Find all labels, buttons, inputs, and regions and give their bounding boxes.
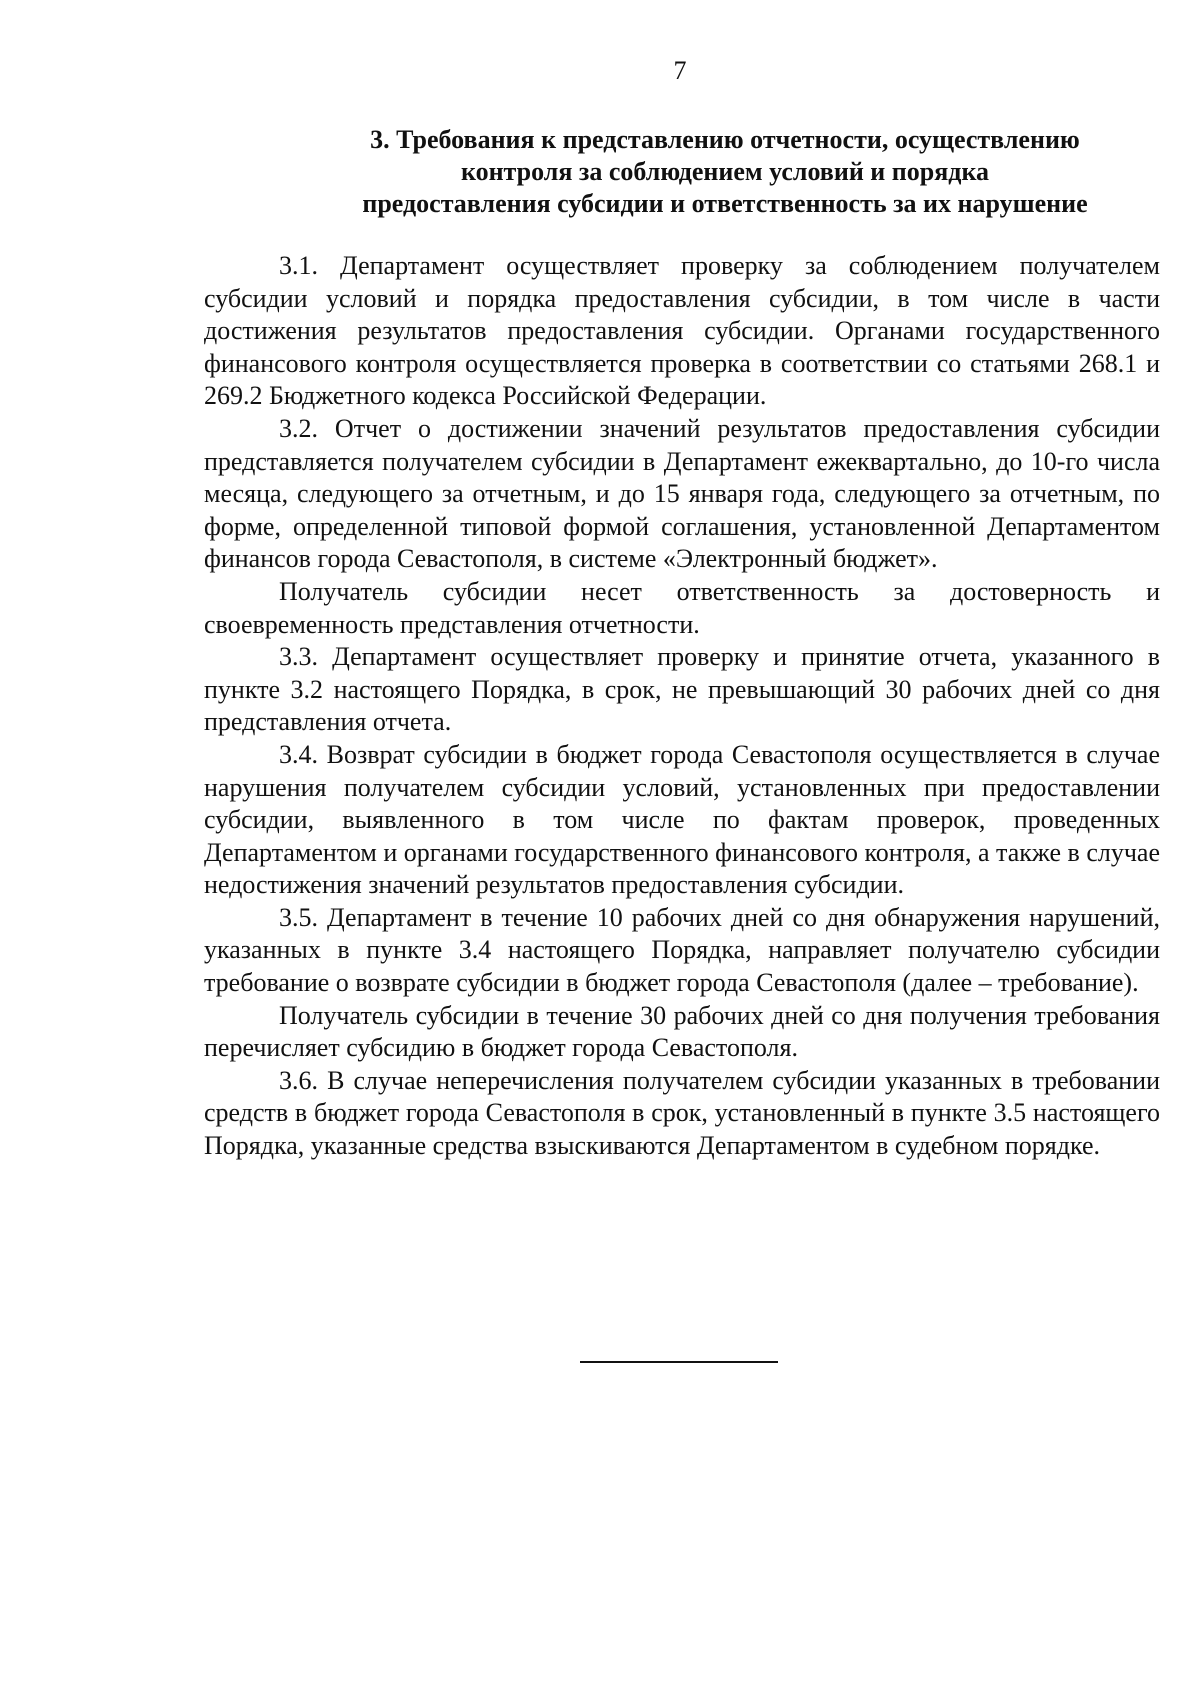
section-title-line: предоставления субсидии и ответственность за их нарушение <box>362 189 1088 218</box>
document-body <box>204 250 1160 1163</box>
paragraph-3-4: 3.4. Возврат субсидии в бюджет города Севастополя осуществляется в случае нарушения получателем субсидии условий, установленных при предоставлении субсидии, выявленного в том числе по фактам проверок, проведенных Департаментом и органами государственного финансового контроля, а также в случае недостижения значений результатов предоставления субсидии. <box>204 739 1160 900</box>
paragraph-3-5-repayment: Получатель субсидии в течение 30 рабочих дней со дня получения требования перечисляет субсидию в бюджет города Севастополя. <box>204 1000 1160 1063</box>
paragraph-3-6: 3.6. В случае неперечисления получателем субсидии указанных в требовании средств в бюджет города Севастополя в срок, установленный в пункте 3.5 настоящего Порядка, указанные средства взыскиваются Департаментом в судебном порядке. <box>204 1065 1160 1161</box>
end-divider <box>580 1361 778 1363</box>
section-title <box>200 124 1200 220</box>
paragraph-3-3: 3.3. Департамент осуществляет проверку и принятие отчета, указанного в пункте 3.2 настоящего Порядка, в срок, не превышающий 30 рабочих дней со дня представления отчета. <box>204 642 1160 737</box>
paragraph-3-1: 3.1. Департамент осуществляет проверку за соблюдением получателем субсидии условий и порядка предоставления субсидии, в том числе в части достижения результатов предоставления субсидии. Органами государственного финансового контроля осуществляется проверка в соответствии со статьями 268.1 и 269.2 Бюджетного кодекса Российской Федерации. <box>204 251 1160 411</box>
paragraph-3-2-responsibility: Получатель субсидии несет ответственность за достоверность и своевременность представления отчетности. <box>204 576 1160 639</box>
paragraph-3-5: 3.5. Департамент в течение 10 рабочих дней со дня обнаружения нарушений, указанных в пункте 3.4 настоящего Порядка, направляет получателю субсидии требование о возврате субсидии в бюджет города Севастополя (далее – требование). <box>204 902 1160 998</box>
section-title-line: 3. Требования к представлению отчетности, осуществлению <box>370 125 1080 154</box>
page-number: 7 <box>673 56 687 85</box>
section-title-line: контроля за соблюдением условий и порядка <box>460 157 990 186</box>
paragraph-3-2: 3.2. Отчет о достижении значений результатов предоставления субсидии представляется получателем субсидии в Департамент ежеквартально, до 10-го числа месяца, следующего за отчетным, и до 15 января года, следующего за отчетным, по форме, определенной типовой формой соглашения, установленной Департаментом финансов города Севастополя, в системе «Электронный бюджет». <box>204 413 1160 574</box>
